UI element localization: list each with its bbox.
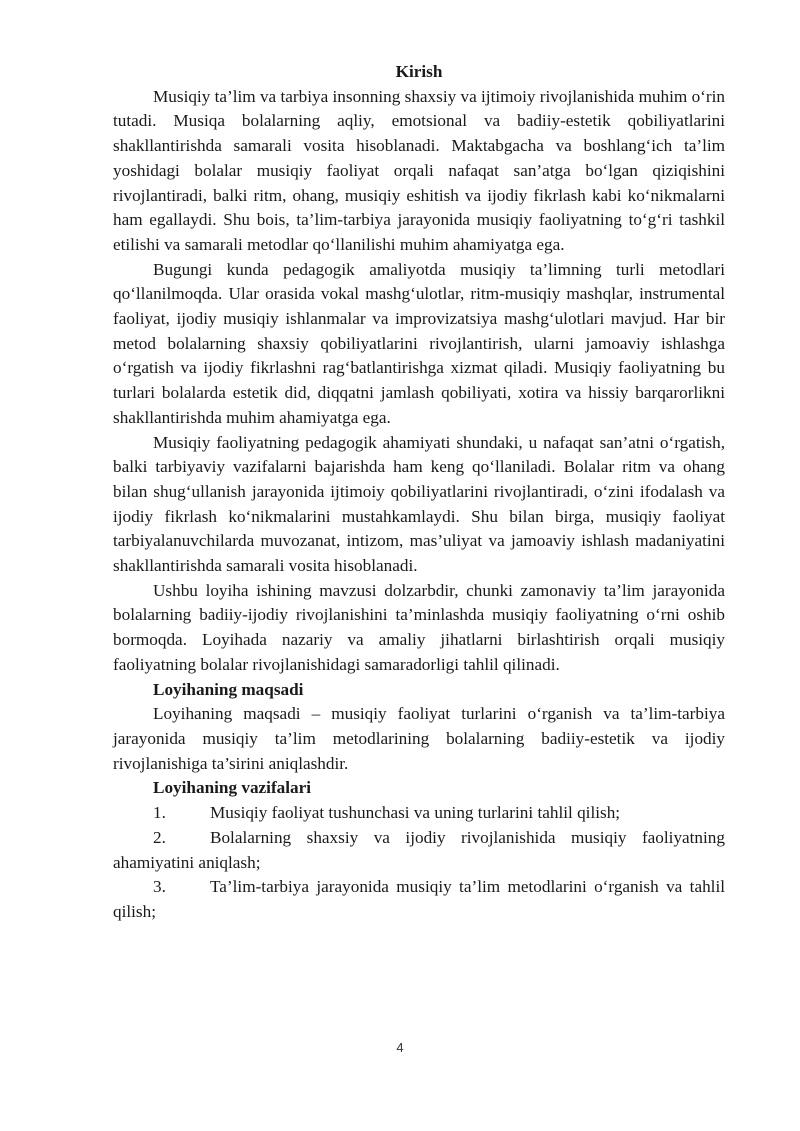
paragraph: Musiqiy faoliyatning pedagogik ahamiyati shundaki, u nafaqat san’atni o‘rgatish, balki tarbiyaviy vazifalarni bajarishda ham keng qo‘llaniladi. Bolalar ritm va ohang bilan shug‘ullanish jarayonida ijtimoiy qobiliyatlarini rivojlantiradi, o‘zini ifodalash va ijodiy fikrlash ko‘nikmalarini mustahkamlaydi. Shu bilan birga, musiqiy faoliyat tarbiyalanuvchilarda muvozanat, intizom, mas’uliyat va jamoaviy ishlash madaniyatini shakllantirishda samarali vosita hisoblanadi. [113,432,725,576]
goal-heading: Loyihaning maqsadi [153,679,304,699]
task-number: 2. [153,827,166,847]
goal-paragraph: Loyihaning maqsadi – musiqiy faoliyat turlarini o‘rganish va ta’lim-tarbiya jarayonida musiqiy ta’lim metodlarining bolalarning badiiy-estetik va ijodiy rivojlanishiga ta’sirini aniqlashdir. [113,704,725,773]
task-text: Musiqiy faoliyat tushunchasi va uning turlarini tahlil qilish; [210,803,621,823]
page-content [113,60,725,925]
task-text: Bolalarning shaxsiy va ijodiy rivojlanishida musiqiy faoliyatning ahamiyatini aniqlash; [113,827,725,872]
task-number: 1. [153,803,166,823]
paragraph: Musiqiy ta’lim va tarbiya insonning shaxsiy va ijtimoiy rivojlanishida muhim o‘rin tutadi. Musiqa bolalarning aqliy, emotsional va badiiy-estetik qobiliyatlarini shakllantirishda samarali vosita hisoblanadi. Maktabgacha va boshlang‘ich ta’lim yoshidagi bolalar musiqiy faoliyat orqali nafaqat san’atga bo‘lgan qiziqishini rivojlantiradi, balki ritm, ohang, musiqiy eshitish va ijodiy fikrlash kabi ko‘nikmalarni ham egallaydi. Shu bois, ta’lim-tarbiya jarayonida musiqiy faoliyatning to‘g‘ri tashkil etilishi va samarali metodlar qo‘llanilishi muhim ahamiyatga ega. [113,86,725,254]
task-number: 3. [153,877,166,897]
paragraph: Ushbu loyiha ishining mavzusi dolzarbdir, chunki zamonaviy ta’lim jarayonida bolalarning badiiy-ijodiy rivojlanishini ta’minlashda musiqiy faoliyatning o‘rni oshib bormoqda. Loyihada nazariy va amaliy jihatlarni birlashtirish orqali musiqiy faoliyatning bolalar rivojlanishidagi samaradorligi tahlil qilinadi. [113,580,725,674]
paragraph: Bugungi kunda pedagogik amaliyotda musiqiy ta’limning turli metodlari qo‘llanilmoqda. Ular orasida vokal mashg‘ulotlar, ritm-musiqiy mashqlar, instrumental faoliyat, ijodiy musiqiy ishlanmalar va improvizatsiya mashg‘ulotlari mavjud. Har bir metod bolalarning shaxsiy qobiliyatlarini rivojlantirish, ularni jamoaviy ishlashga o‘rgatish va ijodiy fikrlashni rag‘batlantirishga xizmat qiladi. Musiqiy faoliyatning bu turlari bolalarda estetik did, diqqatni jamlash qobiliyati, xotira va hissiy barqarorlikni shakllantirishda muhim ahamiyatga ega. [113,259,725,427]
task-item [113,801,725,826]
task-item [113,826,725,875]
task-item [113,875,725,924]
page-number: 4 [396,1040,404,1055]
tasks-heading: Loyihaning vazifalari [153,778,312,798]
task-text: Ta’lim-tarbiya jarayonida musiqiy ta’lim metodlarini o‘rganish va tahlil qilish; [113,877,725,921]
section-title: Kirish [395,62,443,81]
